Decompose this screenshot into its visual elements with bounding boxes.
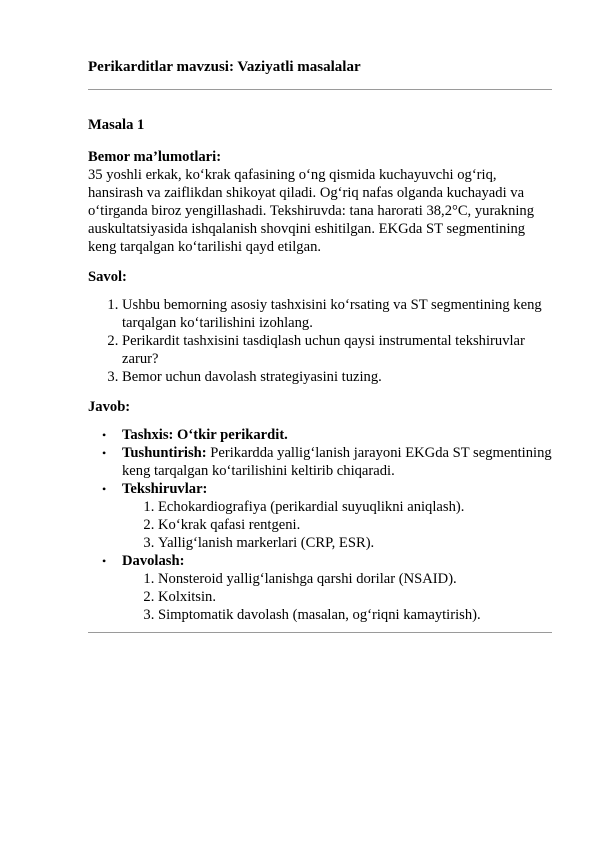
treatment-item: 3. Simptomatik davolash (masalan, og‘riqni kamaytirish). [158, 606, 552, 624]
answers-list [88, 426, 552, 624]
diagnosis-text: Tashxis: O‘tkir perikardit. [122, 427, 288, 443]
questions-list [88, 296, 552, 386]
answer-treatment [122, 552, 552, 624]
document-title: Perikarditlar mavzusi: Vaziyatli masalalar [88, 59, 361, 75]
answer-heading: Javob: [88, 399, 131, 415]
questions-heading: Savol: [88, 269, 127, 285]
tests-list [122, 498, 552, 552]
test-item: 1. Echokardiografiya (perikardial suyuqlikni aniqlash). [158, 498, 552, 516]
treatment-item: 1. Nonsteroid yallig‘lanishga qarshi dorilar (NSAID). [158, 570, 552, 588]
tests-label: Tekshiruvlar: [122, 481, 208, 497]
footer-divider [88, 632, 552, 633]
treatment-list [122, 570, 552, 624]
answer-tests [122, 480, 552, 552]
document-content [88, 116, 552, 633]
test-item: 2. Ko‘krak qafasi rentgeni. [158, 516, 552, 534]
question-item: 1. Ushbu bemorning asosiy tashxisini ko‘rsating va ST segmentining keng tarqalgan ko‘tarilishini izohlang. [122, 296, 552, 332]
answer-explanation [122, 444, 552, 480]
test-item: 3. Yallig‘lanish markerlari (CRP, ESR). [158, 534, 552, 552]
patient-text: 35 yoshli erkak, ko‘krak qafasining o‘ng qismida kuchayuvchi og‘riq, hansirash va zaiflikdan shikoyat qiladi. Og‘riq nafas olganda kuchayadi va o‘tirganda biroz yengillashadi. Tekshiruvda: tana harorati 38,2°C, yurakning auskultatsiyasida ishqalanish shovqini eshitilgan. EKGda ST segmentining keng tarqalgan ko‘tarilishi qayd etilgan. [88, 167, 535, 255]
question-item: 2. Perikardit tashxisini tasdiqlash uchun qaysi instrumental tekshiruvlar zarur? [122, 332, 552, 368]
explanation-label: Tushuntirish: [122, 445, 207, 461]
header-divider [88, 89, 552, 90]
question-item: 3. Bemor uchun davolash strategiyasini tuzing. [122, 368, 552, 386]
problem-title: Masala 1 [88, 117, 145, 133]
explanation-text: Perikardda yallig‘lanish jarayoni EKGda ST segmentining keng tarqalgan ko‘tarilishini keltirib chiqaradi. [122, 445, 552, 479]
treatment-label: Davolash: [122, 553, 185, 569]
answer-diagnosis [122, 426, 552, 444]
treatment-item: 2. Kolxitsin. [158, 588, 552, 606]
patient-heading: Bemor ma’lumotlari: [88, 149, 222, 165]
